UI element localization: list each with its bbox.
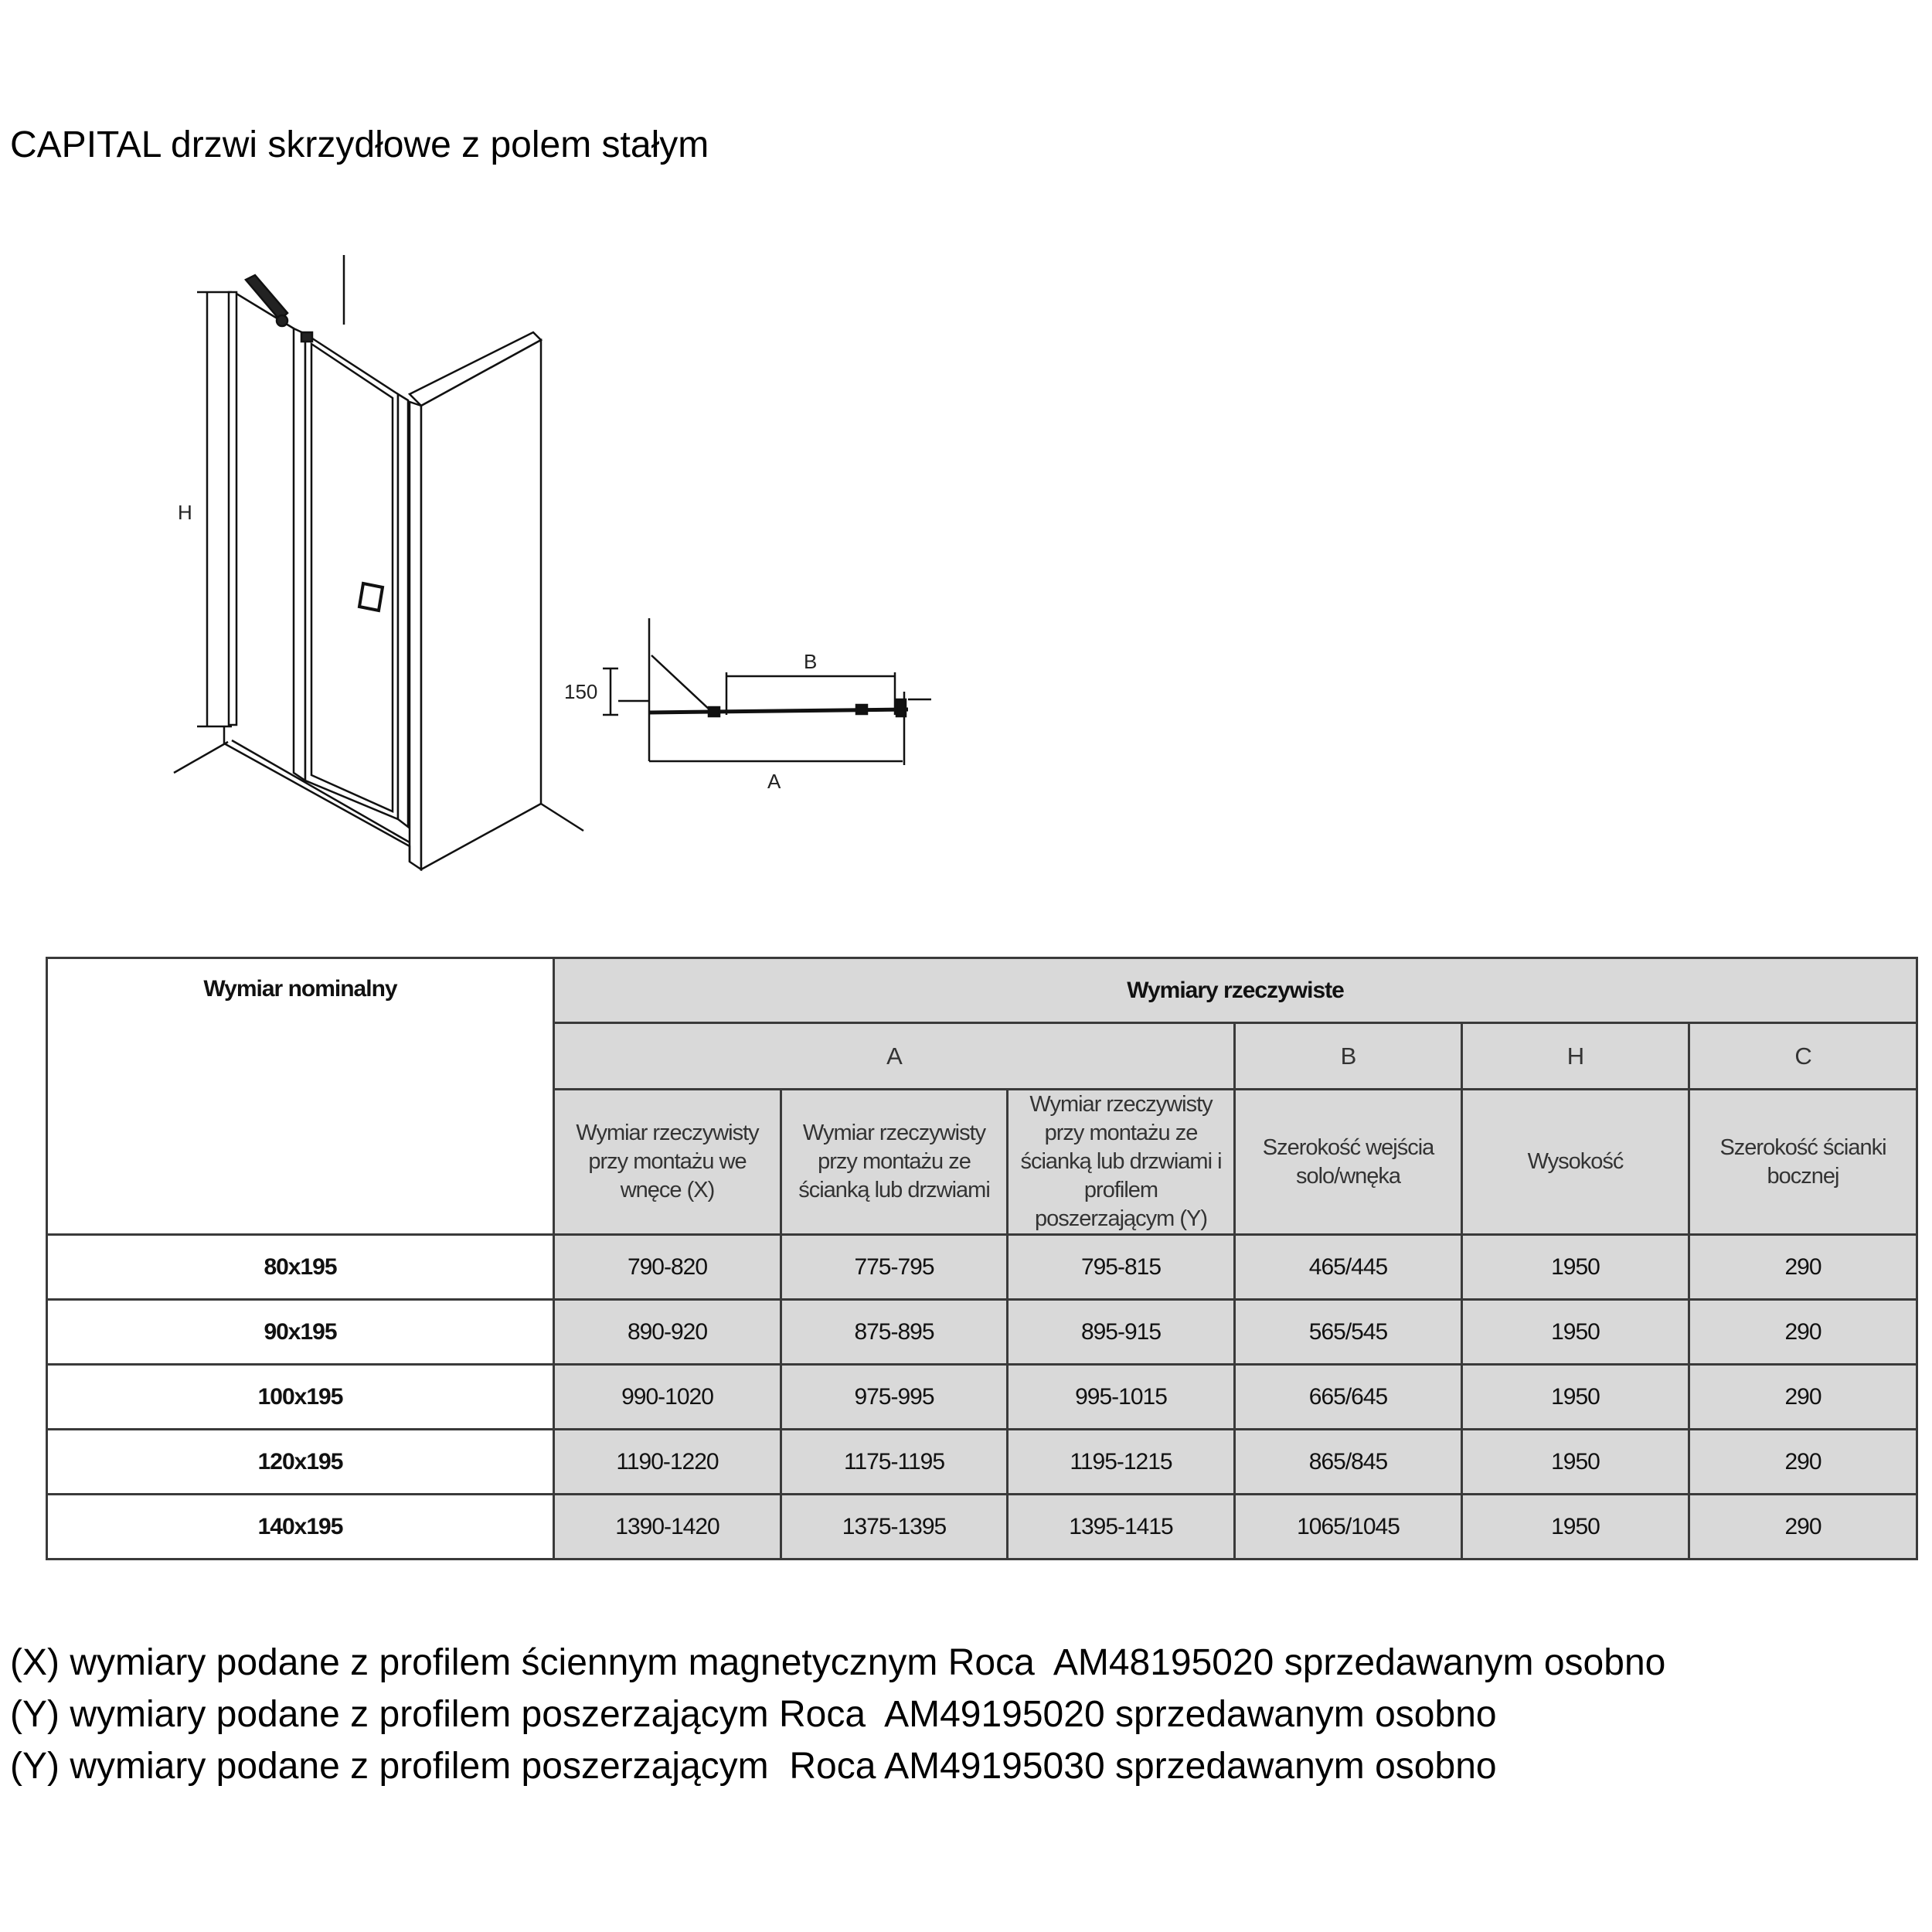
footnote: (Y) wymiary podane z profilem poszerzającym Roca AM49195020 sprzedawanym osobno bbox=[10, 1694, 1497, 1735]
subheader-a-profile: Wymiar rzeczywisty przy montażu ze ścianką lub drzwiami i profilem poszerzającym (Y) bbox=[1008, 1090, 1235, 1235]
group-header-c: C bbox=[1689, 1023, 1917, 1090]
group-header-b: B bbox=[1235, 1023, 1462, 1090]
cell-c: 290 bbox=[1689, 1430, 1917, 1495]
group-header-a: A bbox=[554, 1023, 1235, 1090]
nominal-header: Wymiar nominalny bbox=[47, 958, 554, 1235]
table-row bbox=[47, 1495, 1917, 1560]
subheader-b-entrance: Szerokość wejścia solo/wnęka bbox=[1235, 1090, 1462, 1235]
dim-label-h: H bbox=[178, 501, 192, 524]
cell-c: 290 bbox=[1689, 1495, 1917, 1560]
cell-b: 1065/1045 bbox=[1235, 1495, 1462, 1560]
cell-h: 1950 bbox=[1462, 1495, 1689, 1560]
cell-h: 1950 bbox=[1462, 1300, 1689, 1365]
footnote: (X) wymiary podane z profilem ściennym magnetycznym Roca AM48195020 sprzedawanym osobno bbox=[10, 1642, 1666, 1683]
cell-c: 290 bbox=[1689, 1300, 1917, 1365]
cell-a-wall: 1175-1195 bbox=[781, 1430, 1008, 1495]
actual-header: Wymiary rzeczywiste bbox=[554, 958, 1917, 1023]
cell-a-wall: 975-995 bbox=[781, 1365, 1008, 1430]
cell-h: 1950 bbox=[1462, 1365, 1689, 1430]
table-row bbox=[47, 1300, 1917, 1365]
cell-b: 465/445 bbox=[1235, 1235, 1462, 1300]
cell-nominal: 90x195 bbox=[47, 1300, 554, 1365]
subheader-h-height: Wysokość bbox=[1462, 1090, 1689, 1235]
shower-door-diagram bbox=[0, 0, 1932, 927]
cell-a-x: 1190-1220 bbox=[554, 1430, 781, 1495]
footnote: (Y) wymiary podane z profilem poszerzającym Roca AM49195030 sprzedawanym osobno bbox=[10, 1746, 1497, 1787]
subheader-c-side-panel: Szerokość ścianki bocznej bbox=[1689, 1090, 1917, 1235]
dim-label-a: A bbox=[767, 770, 781, 793]
table-row bbox=[47, 1430, 1917, 1495]
table-row bbox=[47, 1235, 1917, 1300]
cell-b: 865/845 bbox=[1235, 1430, 1462, 1495]
cell-a-y: 895-915 bbox=[1008, 1300, 1235, 1365]
cell-a-x: 1390-1420 bbox=[554, 1495, 781, 1560]
footnotes bbox=[10, 1637, 1665, 1792]
cell-b: 665/645 bbox=[1235, 1365, 1462, 1430]
cell-a-x: 990-1020 bbox=[554, 1365, 781, 1430]
table-row bbox=[47, 1365, 1917, 1430]
dim-label-150: 150 bbox=[564, 680, 598, 703]
cell-nominal: 120x195 bbox=[47, 1430, 554, 1495]
cell-a-x: 790-820 bbox=[554, 1235, 781, 1300]
cell-h: 1950 bbox=[1462, 1430, 1689, 1495]
dimensions-table bbox=[46, 957, 1918, 1560]
cell-a-y: 1195-1215 bbox=[1008, 1430, 1235, 1495]
cell-b: 565/545 bbox=[1235, 1300, 1462, 1365]
cell-h: 1950 bbox=[1462, 1235, 1689, 1300]
subheader-a-wall: Wymiar rzeczywisty przy montażu ze ścianką lub drzwiami bbox=[781, 1090, 1008, 1235]
cell-nominal: 140x195 bbox=[47, 1495, 554, 1560]
cell-c: 290 bbox=[1689, 1365, 1917, 1430]
cell-a-y: 995-1015 bbox=[1008, 1365, 1235, 1430]
cell-a-y: 795-815 bbox=[1008, 1235, 1235, 1300]
cell-a-x: 890-920 bbox=[554, 1300, 781, 1365]
cell-c: 290 bbox=[1689, 1235, 1917, 1300]
page-title: CAPITAL drzwi skrzydłowe z polem stałym bbox=[10, 124, 709, 165]
dim-label-b: B bbox=[804, 650, 818, 673]
cell-a-wall: 775-795 bbox=[781, 1235, 1008, 1300]
cell-nominal: 80x195 bbox=[47, 1235, 554, 1300]
cell-a-wall: 875-895 bbox=[781, 1300, 1008, 1365]
cell-a-y: 1395-1415 bbox=[1008, 1495, 1235, 1560]
plan-view bbox=[603, 618, 931, 765]
subheader-a-niche: Wymiar rzeczywisty przy montażu we wnęce (X) bbox=[554, 1090, 781, 1235]
group-header-h: H bbox=[1462, 1023, 1689, 1090]
cell-a-wall: 1375-1395 bbox=[781, 1495, 1008, 1560]
perspective-view bbox=[174, 255, 583, 869]
cell-nominal: 100x195 bbox=[47, 1365, 554, 1430]
